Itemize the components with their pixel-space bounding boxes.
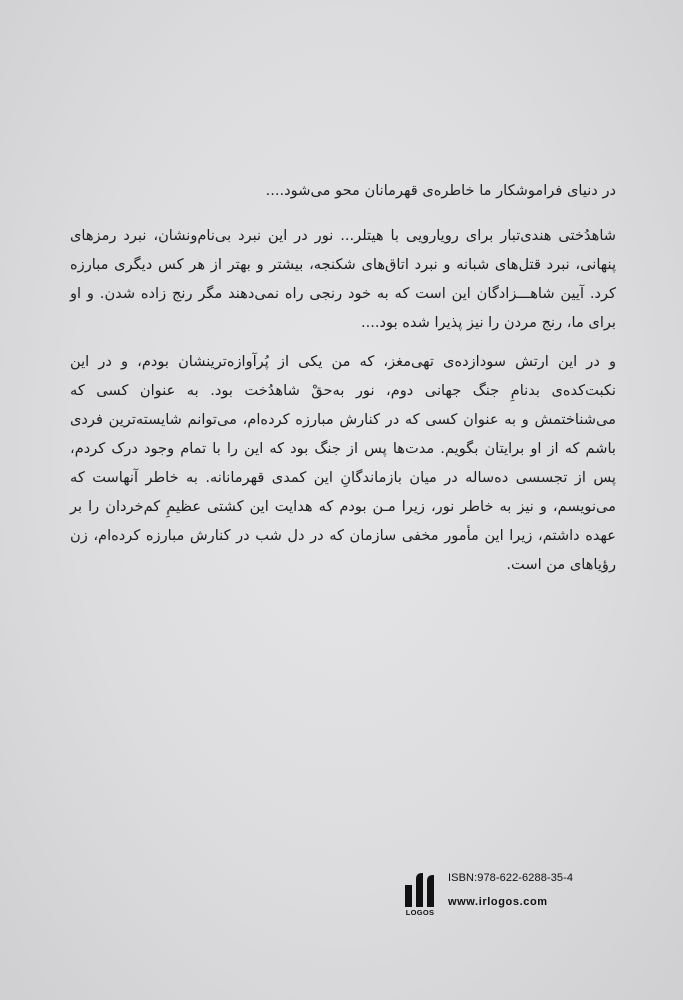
blurb-intro: در دنیای فراموشکار ما خاطره‌ی قهرمانان محو می‌شود.... <box>265 182 616 199</box>
publisher-website[interactable]: www.irlogos.com <box>448 896 548 908</box>
blurb-paragraph-1: شاهدُختی هندی‌تبار برای رویارویی با هیتلر... نور در این نبرد بی‌نام‌ونشان، نبرد رمزهای پنهانی، نبرد قتل‌های شبانه و نبرد اتاق‌های شکنجه، بیشتر و بهتر از هر کس دیگری مبارزه کرد. آیین شاهـــزادگان این است که به خود رنجی راه نمی‌دهند مگر رنج زاده شدن. و او برای ما، رنج مردن را نیز پذیرا شده بود.... <box>70 227 616 331</box>
back-cover-blurb <box>70 176 616 579</box>
publisher-codes <box>448 872 573 908</box>
publisher-logo <box>398 863 442 917</box>
blurb-paragraph-2: و در این ارتش سودازده‌ی تهی‌مغز، که من یکی از پُرآوازه‌ترینشان بودم، و در این نکبت‌کده‌ی بدنامِ جنگ جهانی دوم، نور به‌حقْ شاهدُخت بود. به عنوان کسی که می‌شناختمش و به عنوان کسی که در کنارش مبارزه کرده‌ام، می‌توانم شایسته‌ترین فردی باشم که از او برایتان بگویم. مدت‌ها پس از جنگ بود که این را با تمام وجود درک کردم، پس از تجسسی ده‌ساله در میان بازماندگانِ این کمدی قهرمانانه. به خاطر آنهاست که می‌نویسم، و نیز به خاطر نور، زیرا مـن بودم که هدایت این کشتی عظیمِ کم‌خردان را بر عهده داشتم، زیرا این مأمور مخفی سازمان که در دل شب در کنارش مبارزه کرده‌ام، زن رؤیاهای من است. <box>70 353 616 573</box>
publisher-logo-label: LOGOS <box>405 908 435 917</box>
publisher-info <box>398 862 620 918</box>
logos-emblem-icon <box>403 871 437 907</box>
isbn-number: ISBN:978-622-6288-35-4 <box>448 872 574 884</box>
